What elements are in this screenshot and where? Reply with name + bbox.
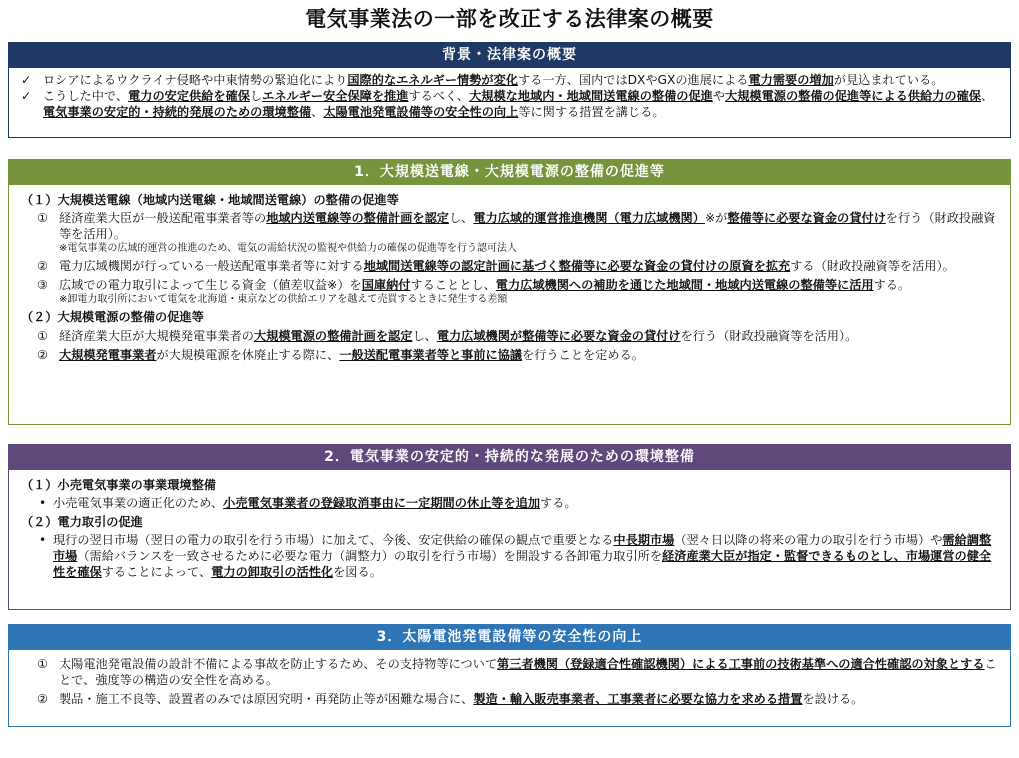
- emphasized-text: 地域間送電線等の認定計画に基づく整備等に必要な資金の貸付けの原資を拡充: [363, 259, 791, 274]
- emphasized-text: 電力需要の増加: [748, 73, 834, 87]
- emphasized-text: 電気事業の安定的・持続的発展のための環境整備: [43, 105, 312, 120]
- text-run: することとし、: [410, 278, 496, 293]
- emphasized-text: 電力広域的運営推進機関（電力広域機関）: [473, 211, 705, 226]
- list-item: [21, 691, 1000, 707]
- text-run: する（財政投融資等を活用）。: [790, 259, 955, 274]
- emphasized-text: 一般送配電事業者等と事前に協議: [339, 347, 523, 362]
- text-run: 、: [980, 89, 994, 104]
- text-run: 、: [311, 105, 324, 120]
- section-3: [8, 624, 1011, 727]
- text-run: ※が: [704, 211, 728, 226]
- section-2: [8, 444, 1011, 610]
- background-point-2: [21, 88, 1000, 120]
- emphasized-text: 大規模発電事業者: [59, 347, 157, 362]
- bullet-icon: •: [39, 496, 47, 511]
- emphasized-text: 地域内送電線等の整備計画を認定: [266, 211, 449, 226]
- text-run: 太陽電池発電設備の設計不備による事故を防止するため、その支持物等について: [59, 657, 498, 671]
- emphasized-text: 国庫納付: [361, 278, 411, 293]
- page-title: 電気事業法の一部を改正する法律案の概要: [305, 7, 714, 31]
- emphasized-text: 太陽電池発電設備等の安全性の向上: [323, 105, 519, 120]
- item-text: [59, 691, 1000, 707]
- emphasized-text: エネルギー安全保障を推進: [262, 89, 409, 104]
- item-text: [59, 258, 1000, 274]
- text-run: するべく、: [408, 89, 470, 104]
- background-text-2: [43, 88, 1000, 120]
- emphasized-text: 中長期市場: [613, 533, 675, 548]
- item-number: ②: [37, 259, 48, 274]
- emphasized-text: 電力広域機関への補助を通じた地域間・地域内送電線の整備等に活用: [495, 278, 874, 293]
- text-run: （翌々日以降の将来の電力の取引を行う市場）や: [674, 533, 943, 548]
- text-run: が大規模電源を休廃止する際に、: [156, 347, 340, 362]
- list-item: [21, 328, 1000, 344]
- list-item: [21, 495, 1000, 511]
- text-run: し、: [449, 211, 474, 226]
- text-run: 等に関する措置を講じる。: [518, 105, 665, 120]
- item-text: [59, 277, 1000, 293]
- text-run: し、: [412, 328, 437, 343]
- emphasized-text: 小売電気事業者の登録取消事由に一定期間の休止等を追加: [223, 496, 541, 511]
- text-run: や: [712, 89, 726, 104]
- list-item: [21, 532, 1000, 580]
- text-run: し: [249, 89, 263, 104]
- item-text: [59, 328, 1000, 344]
- text-run: を図る。: [333, 565, 382, 580]
- background-point-1: [21, 72, 1000, 88]
- item-number: ②: [37, 347, 48, 362]
- text-run: する。: [873, 278, 911, 293]
- text-run: する。: [540, 496, 577, 511]
- footnote: ※電気事業の広域的運営の推進のため、電気の需給状況の監視や供給力の確保の促進等を行う認可法人: [59, 243, 517, 255]
- text-run: 経済産業大臣が一般送配電事業者等の: [59, 211, 267, 226]
- item-number: ②: [37, 692, 48, 707]
- text-run: こうした中で、: [43, 89, 129, 104]
- subheading-trading: （２）電力取引の促進: [21, 515, 143, 530]
- text-run: を行う（財政投融資等を活用）。: [680, 328, 858, 343]
- section-2-header: 2．電気事業の安定的・持続的な発展のための環境整備: [9, 445, 1010, 470]
- item-text: [59, 656, 1000, 688]
- checkmark-icon: ✓: [21, 89, 32, 104]
- emphasized-text: 経済産業大臣が指定・監督できるものとし、市場運営の健全性を確保: [53, 549, 992, 580]
- emphasized-text: 電力広域機関が整備等に必要な資金の貸付け: [436, 328, 681, 343]
- emphasized-text: 国際的なエネルギー情勢が変化: [347, 73, 518, 87]
- subheading-retail: （１）小売電気事業の事業環境整備: [21, 478, 216, 492]
- bullet-icon: •: [39, 533, 47, 548]
- text-run: 製品・施工不良等、設置者のみでは原因究明・再発防止等が困難な場合に、: [59, 692, 474, 707]
- text-run: が見込まれている。: [833, 73, 944, 87]
- text-run: （需給バランスを一致させるために必要な電力（調整力）の取引を行う市場）を開設する各卸電力取引所を: [77, 549, 663, 564]
- section-1-header: 1．大規模送電線・大規模電源の整備の促進等: [9, 160, 1010, 185]
- text-run: 広域での電力取引によって生じる資金（値差収益※）を: [59, 278, 362, 293]
- text-run: 現行の翌日市場（翌日の電力の取引を行う市場）に加えて、今後、安定供給の確保の観点で重要となる: [53, 533, 614, 548]
- subheading-transmission: （１）大規模送電線（地域内送電線・地域間送電線）の整備の促進等: [21, 193, 399, 207]
- item-text: [59, 347, 1000, 363]
- emphasized-text: 整備等に必要な資金の貸付け: [727, 211, 886, 226]
- list-item: [21, 210, 1000, 255]
- text-run: ロシアによるウクライナ侵略や中東情勢の緊迫化により: [43, 73, 348, 87]
- list-item: [21, 277, 1000, 306]
- footnote: ※卸電力取引所において電気を北海道・東京などの供給エリアを越えて売買するときに発生する差額: [59, 294, 508, 306]
- item-text: [59, 210, 1000, 242]
- section-3-header: 3．太陽電池発電設備等の安全性の向上: [9, 625, 1010, 650]
- list-item: [21, 347, 1000, 363]
- text-run: 小売電気事業の適正化のため、: [53, 496, 224, 511]
- list-item: [21, 258, 1000, 274]
- emphasized-text: 第三者機関（登録適合性確認機関）による工事前の技術基準への適合性確認の対象とする: [497, 657, 985, 671]
- emphasized-text: 大規模電源の整備計画を認定: [254, 328, 413, 343]
- emphasized-text: 製造・輸入販売事業者、工事業者に必要な協力を求める措置: [473, 692, 803, 707]
- text-run: 経済産業大臣が大規模発電事業者の: [59, 328, 254, 343]
- list-item: [21, 656, 1000, 688]
- item-number: ③: [37, 278, 48, 293]
- text-run: 電力広域機関が行っている一般送配電事業者等に対する: [59, 259, 364, 274]
- background-section: [8, 42, 1011, 138]
- section-1: [8, 159, 1011, 425]
- text-run: ことで、強度等の構造の安全性を高める。: [59, 657, 997, 688]
- emphasized-text: 大規模な地域内・地域間送電線の整備の促進: [469, 89, 713, 104]
- subheading-power-sources: （２）大規模電源の整備の促進等: [21, 310, 204, 325]
- emphasized-text: 電力の卸取引の活性化: [211, 565, 334, 580]
- emphasized-text: 需給調整市場: [53, 533, 992, 564]
- item-number: ①: [37, 657, 48, 671]
- text-run: する一方、国内ではDXやGXの進展による: [517, 73, 749, 87]
- text-run: を行うことを定める。: [522, 347, 644, 362]
- text-run: を行う（財政投融資等を活用）。: [59, 211, 996, 242]
- item-text: [53, 532, 1000, 580]
- checkmark-icon: ✓: [21, 73, 32, 87]
- item-text: [53, 495, 1000, 511]
- background-header: 背景・法律案の概要: [9, 43, 1010, 68]
- item-number: ①: [37, 328, 48, 343]
- text-run: することによって、: [101, 565, 212, 580]
- emphasized-text: 電力の安定供給を確保: [128, 89, 250, 104]
- background-text-1: [43, 72, 1000, 88]
- emphasized-text: 大規模電源の整備の促進等による供給力の確保: [725, 89, 981, 104]
- item-number: ①: [37, 211, 48, 226]
- text-run: を設ける。: [802, 692, 864, 707]
